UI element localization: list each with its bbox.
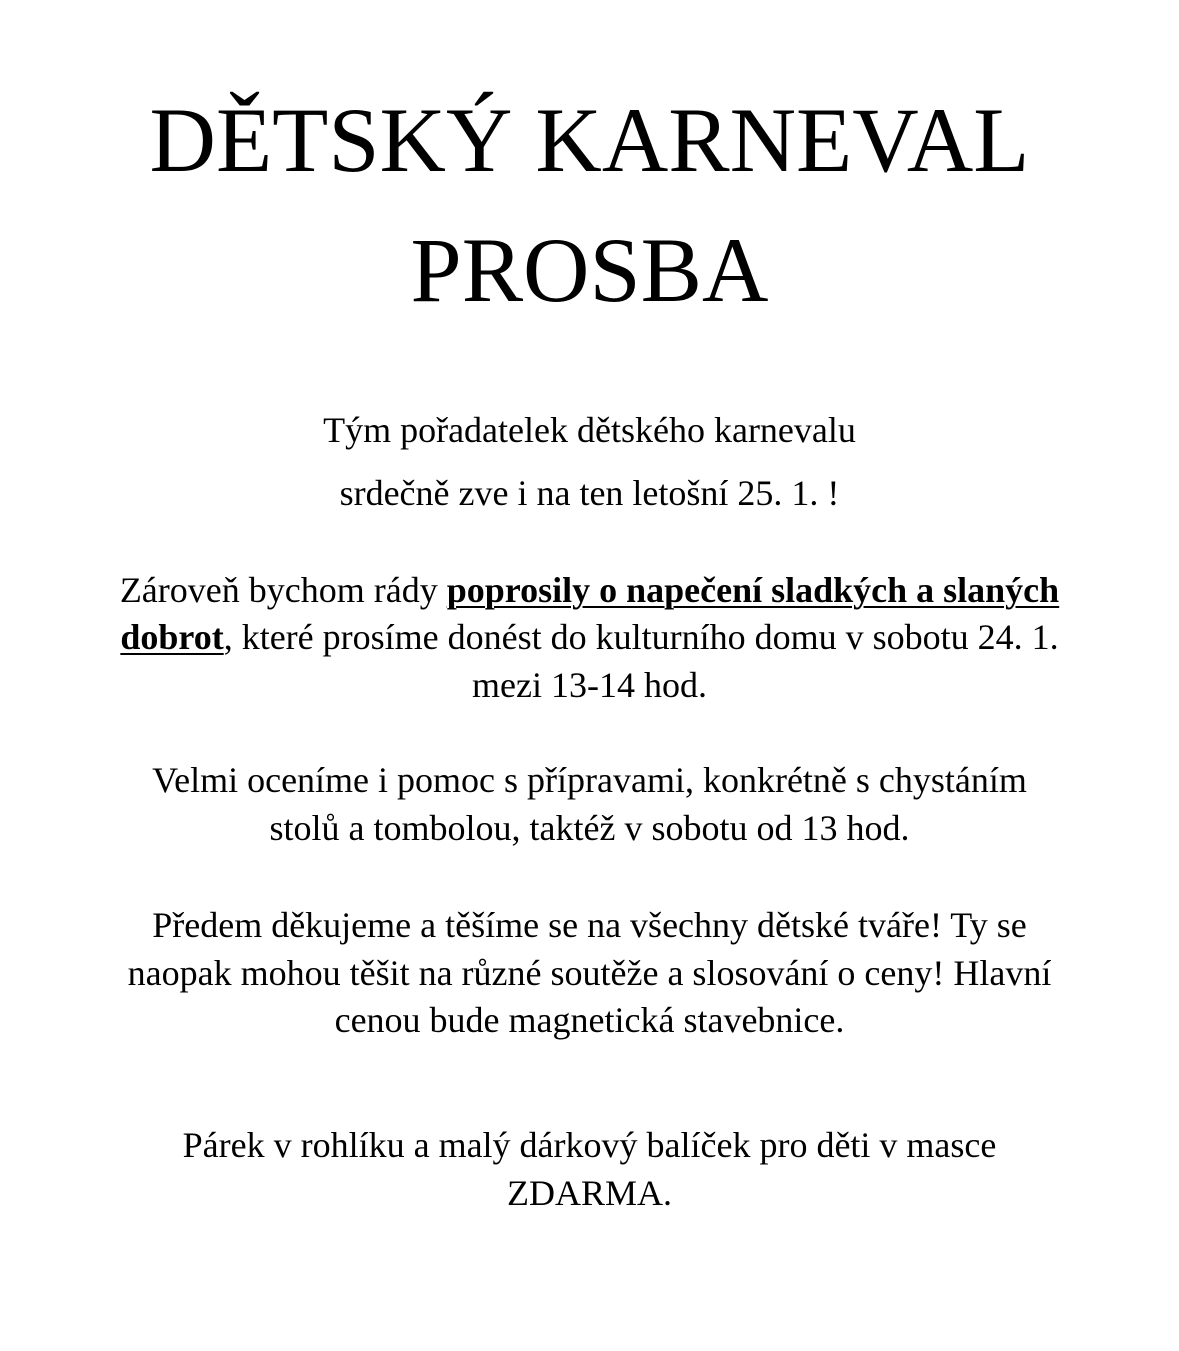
text-segment: mezi 13-14 hod. bbox=[472, 665, 707, 705]
text-segment: Tým pořadatelek dětského karnevalu bbox=[323, 410, 856, 450]
text-segment: Velmi oceníme i pomoc s přípravami, konkrétně s chystáním bbox=[152, 760, 1027, 800]
paragraph-4-line-1 bbox=[0, 901, 1179, 949]
paragraph-3-line-1 bbox=[0, 756, 1179, 804]
paragraph-4-line-3 bbox=[0, 996, 1179, 1044]
text-segment: srdečně zve i na ten letošní 25. 1. ! bbox=[339, 473, 840, 513]
paragraph-1-line-2 bbox=[0, 469, 1179, 517]
text-segment: Předem děkujeme a těšíme se na všechny dětské tváře! Ty se bbox=[152, 905, 1027, 945]
paragraph-2-line-2 bbox=[0, 613, 1179, 661]
emphasized-text: dobrot bbox=[120, 617, 224, 657]
emphasized-text: poprosily o napečení sladkých a slaných bbox=[446, 570, 1060, 610]
paragraph-5-line-1 bbox=[0, 1121, 1179, 1169]
title-line-1: DĚTSKÝ KARNEVAL bbox=[149, 89, 1030, 191]
paragraph-1-line-1 bbox=[0, 406, 1179, 454]
text-segment: cenou bude magnetická stavebnice. bbox=[334, 1000, 845, 1040]
paragraph-4-line-2 bbox=[0, 949, 1179, 997]
text-segment: Párek v rohlíku a malý dárkový balíček pro děti v masce bbox=[182, 1125, 997, 1165]
title-line-2: PROSBA bbox=[410, 219, 769, 321]
text-segment: Zároveň bychom rády bbox=[119, 570, 447, 610]
paragraph-2-line-3 bbox=[0, 661, 1179, 709]
text-segment: naopak mohou těšit na různé soutěže a slosování o ceny! Hlavní bbox=[127, 953, 1052, 993]
text-segment: ZDARMA. bbox=[506, 1173, 672, 1213]
text-segment: stolů a tombolou, taktéž v sobotu od 13 hod. bbox=[269, 808, 910, 848]
text-segment: , které prosíme donést do kulturního domu v sobotu 24. 1. bbox=[223, 617, 1059, 657]
paragraph-5-line-2 bbox=[0, 1169, 1179, 1217]
paragraph-2-line-1 bbox=[0, 566, 1179, 614]
paragraph-3-line-2 bbox=[0, 804, 1179, 852]
